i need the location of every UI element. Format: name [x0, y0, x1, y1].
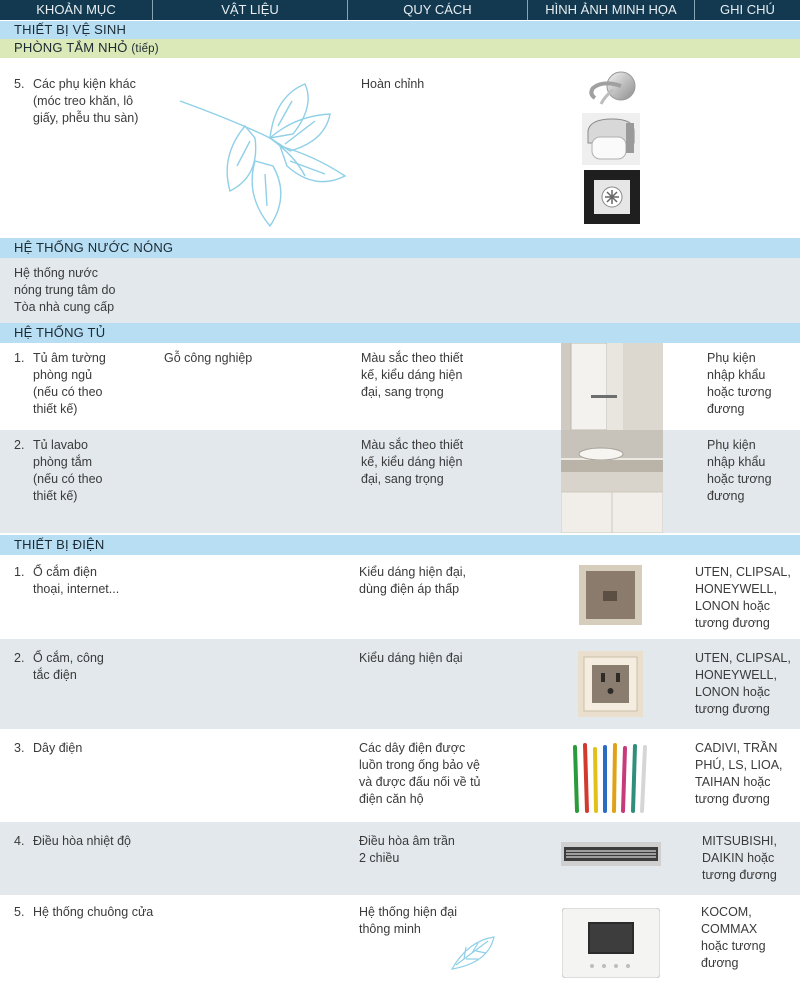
- header-col-item: KHOẢN MỤC: [0, 0, 153, 20]
- table-row-accessories: [0, 58, 800, 238]
- ceiling-aircon-image: [561, 842, 661, 866]
- table-row-wire: [0, 729, 800, 822]
- table-row-power-socket: [0, 639, 800, 729]
- table-row-phone-socket: [0, 555, 800, 639]
- table-row-vanity: [0, 430, 800, 533]
- row-note: Phụ kiện nhập khẩu hoặc tương đương: [707, 351, 772, 416]
- paper-holder-image: [582, 113, 640, 165]
- row-item: Ổ cắm, công tắc điện: [33, 651, 104, 682]
- floor-drain-image: [584, 170, 640, 224]
- header-col-spec: QUY CÁCH: [348, 0, 528, 20]
- row-number: 5.: [14, 905, 25, 919]
- power-socket-image: [578, 651, 643, 717]
- vanity-cabinet-image: [561, 430, 663, 533]
- section-small-bathroom: [0, 39, 800, 58]
- electric-wires-image: [567, 739, 653, 815]
- small-leaf-decoration-icon: [448, 933, 498, 973]
- row-note: CADIVI, TRẦN PHÚ, LS, LIOA, TAIHAN hoặc tương đương: [695, 741, 783, 806]
- section-small-bathroom-title: PHÒNG TẮM NHỎ: [14, 40, 128, 55]
- row-spec: Kiểu dáng hiện đại: [359, 651, 463, 665]
- row-spec: Điều hòa âm trần 2 chiều: [359, 834, 455, 865]
- section-hot-water: HỆ THỐNG NƯỚC NÓNG: [0, 238, 800, 258]
- row-spec: Hoàn chỉnh: [361, 77, 425, 91]
- row-number: 5.: [14, 77, 25, 91]
- row-spec: Màu sắc theo thiết kế, kiểu dáng hiện đại, sang trọng: [361, 351, 464, 399]
- row-note: Phụ kiện nhập khẩu hoặc tương đương: [707, 438, 772, 503]
- section-electrical: THIẾT BỊ ĐIỆN: [0, 535, 800, 555]
- table-row-aircon: [0, 822, 800, 895]
- row-note: KOCOM, COMMAX hoặc tương đương: [701, 905, 766, 970]
- table-row-wardrobe: [0, 343, 800, 430]
- table-header: [0, 0, 800, 20]
- row-note: UTEN, CLIPSAL, HONEYWELL, LONON hoặc tương đương: [695, 565, 791, 630]
- phone-socket-image: [579, 565, 642, 625]
- section-cabinets: HỆ THỐNG TỦ: [0, 323, 800, 343]
- table-row-hot-water: [0, 258, 800, 323]
- towel-hook-image: [583, 68, 639, 108]
- row-item: Điều hòa nhiệt độ: [33, 834, 131, 848]
- row-spec: Kiểu dáng hiện đại, dùng điện áp thấp: [359, 565, 467, 596]
- row-note: MITSUBISHI, DAIKIN hoặc tương đương: [702, 834, 778, 882]
- row-item: Hệ thống chuông cửa: [33, 905, 154, 919]
- row-number: 1.: [14, 351, 25, 365]
- wardrobe-image: [561, 343, 663, 430]
- leaf-decoration-icon: [175, 66, 355, 236]
- row-note: UTEN, CLIPSAL, HONEYWELL, LONON hoặc tương đương: [695, 651, 791, 716]
- row-number: 1.: [14, 565, 25, 579]
- header-col-image: HÌNH ẢNH MINH HỌA: [528, 0, 695, 20]
- row-spec: Hệ thống hiện đại thông minh: [359, 905, 457, 936]
- header-col-note: GHI CHÚ: [720, 2, 775, 17]
- row-item: Hệ thống nước nóng trung tâm do Tòa nhà cung cấp: [14, 266, 116, 314]
- header-col-material: VẬT LIỆU: [153, 0, 348, 20]
- video-doorphone-image: [562, 908, 660, 978]
- row-spec: Các dây điện được luồn trong ống bảo vệ và được đấu nối về tủ điện căn hộ: [359, 741, 481, 806]
- row-item: Tủ âm tường phòng ngủ (nếu có theo thiết kế): [33, 351, 106, 416]
- section-small-bathroom-suffix: (tiếp): [131, 43, 159, 55]
- row-item: Các phụ kiện khác (móc treo khăn, lô giấy, phễu thu sàn): [33, 77, 139, 125]
- row-material: Gỗ công nghiệp: [164, 351, 253, 365]
- row-item: Dây điện: [33, 741, 83, 755]
- row-item: Ổ cắm điện thoại, internet...: [33, 565, 120, 596]
- row-number: 3.: [14, 741, 25, 755]
- row-number: 4.: [14, 834, 25, 848]
- row-number: 2.: [14, 438, 25, 452]
- row-number: 2.: [14, 651, 25, 665]
- row-spec: Màu sắc theo thiết kế, kiểu dáng hiện đại, sang trọng: [361, 438, 464, 486]
- section-sanitary: THIẾT BỊ VỆ SINH: [0, 21, 800, 39]
- table-row-doorbell: [0, 895, 800, 990]
- row-item: Tủ lavabo phòng tắm (nếu có theo thiết kế): [33, 438, 103, 503]
